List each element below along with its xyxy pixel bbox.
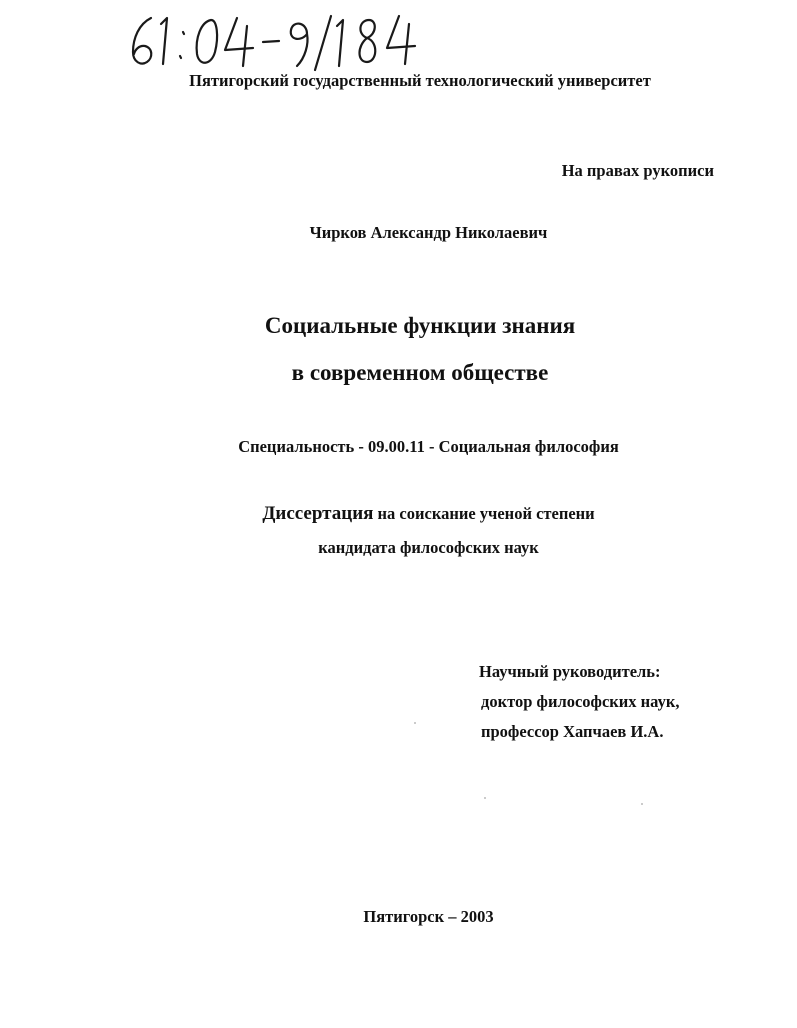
scan-speck <box>414 722 416 724</box>
dissertation-title-line-1: Социальные функции знания <box>264 313 576 338</box>
specialty-line: Специальность - 09.00.11 - Социальная философия <box>238 437 619 456</box>
dissertation-title-line-2: в современном обществе <box>291 360 549 385</box>
dissertation-purpose-line <box>0 503 797 525</box>
university-name: Пятигорский государственный технологический университет <box>189 71 651 90</box>
scan-speck <box>484 797 486 799</box>
dissertation-lead-word: Диссертация <box>262 503 374 524</box>
scan-speck <box>641 803 643 805</box>
supervisor-name: профессор Хапчаев И.А. <box>481 722 664 741</box>
author-name: Чирков Александр Николаевич <box>309 223 548 242</box>
supervisor-degree: доктор философских наук, <box>481 692 680 711</box>
degree-line: кандидата философских наук <box>318 538 539 557</box>
handwritten-archive-code <box>125 8 425 74</box>
rights-note: На правах рукописи <box>561 161 714 180</box>
dissertation-purpose-rest: на соискание ученой степени <box>373 504 595 523</box>
city-year: Пятигорск – 2003 <box>363 907 494 926</box>
supervisor-label: Научный руководитель: <box>479 662 661 681</box>
